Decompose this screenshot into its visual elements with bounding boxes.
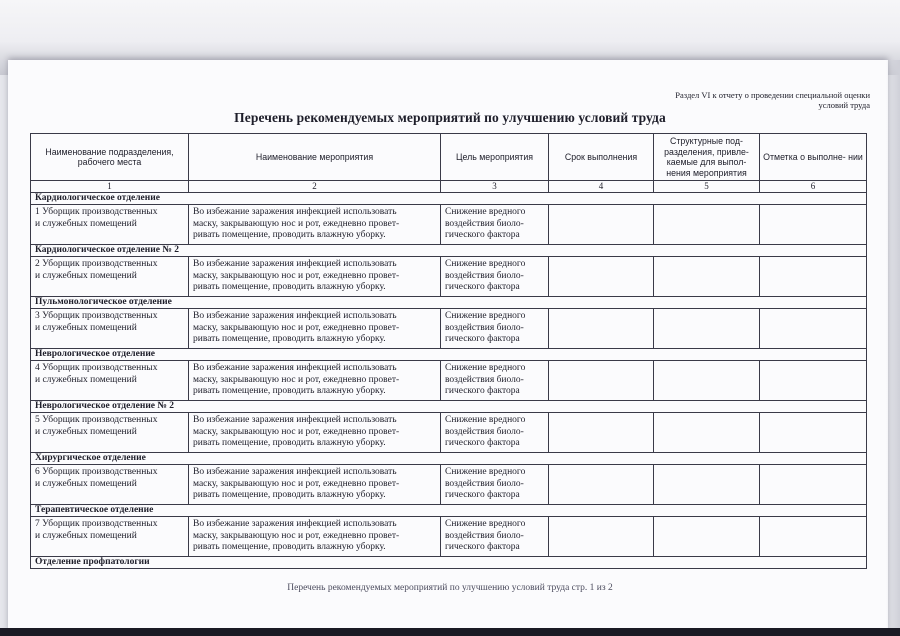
department-name: Терапевтическое отделение bbox=[31, 505, 867, 517]
cell-line: Во избежание заражения инфекцией использовать bbox=[193, 311, 397, 321]
cell-line: Снижение вредного bbox=[445, 415, 526, 425]
goal-cell bbox=[441, 309, 549, 349]
cell-line: Во избежание заражения инфекцией использовать bbox=[193, 519, 397, 529]
department-row bbox=[31, 505, 867, 517]
department-name: Кардиологическое отделение № 2 bbox=[31, 245, 867, 257]
department-name: Отделение профпатологии bbox=[31, 557, 867, 569]
department-row bbox=[31, 401, 867, 413]
cell-line: и служебных помещений bbox=[35, 374, 137, 385]
cell-line: Во избежание заражения инфекцией использовать bbox=[193, 467, 397, 477]
cell-line: Снижение вредного bbox=[445, 519, 526, 529]
goal-cell bbox=[441, 465, 549, 505]
cell-line: воздействия биоло- bbox=[445, 478, 524, 489]
table-row bbox=[31, 309, 867, 349]
cell-line: воздействия биоло- bbox=[445, 426, 524, 437]
department-name: Неврологическое отделение bbox=[31, 349, 867, 361]
department-row bbox=[31, 297, 867, 309]
completion-cell bbox=[760, 465, 867, 505]
column-numbers-row bbox=[31, 181, 867, 193]
table-row bbox=[31, 361, 867, 401]
cell-line: и служебных помещений bbox=[35, 426, 137, 437]
cell-line: ривать помещение, проводить влажную уборку. bbox=[193, 334, 386, 344]
measure-cell bbox=[189, 465, 441, 505]
page-footer: Перечень рекомендуемых мероприятий по улучшению условий труда стр. 1 из 2 bbox=[287, 583, 613, 593]
department-name: Хирургическое отделение bbox=[31, 453, 867, 465]
goal-cell bbox=[441, 517, 549, 557]
cell-line: и служебных помещений bbox=[35, 218, 137, 229]
cell-line: и служебных помещений bbox=[35, 322, 137, 333]
units-cell bbox=[654, 517, 760, 557]
cell-line: ривать помещение, проводить влажную уборку. bbox=[193, 438, 386, 448]
cell-line: воздействия биоло- bbox=[445, 374, 524, 385]
cell-line: 1 Уборщик производственных bbox=[35, 207, 158, 217]
workplace-cell bbox=[31, 257, 189, 297]
cell-line: ривать помещение, проводить влажную уборку. bbox=[193, 542, 386, 552]
measure-cell bbox=[189, 205, 441, 245]
cell-line: Снижение вредного bbox=[445, 207, 526, 217]
units-cell bbox=[654, 361, 760, 401]
cell-line: гического фактора bbox=[445, 230, 520, 240]
cell-line: 7 Уборщик производственных bbox=[35, 519, 158, 529]
cell-line: и служебных помещений bbox=[35, 530, 137, 541]
units-cell bbox=[654, 257, 760, 297]
page-edge-shadow bbox=[886, 60, 900, 632]
cell-line: ривать помещение, проводить влажную уборку. bbox=[193, 282, 386, 292]
workplace-cell bbox=[31, 205, 189, 245]
units-cell bbox=[654, 309, 760, 349]
table-row bbox=[31, 257, 867, 297]
deadline-cell bbox=[549, 517, 654, 557]
cell-line: 4 Уборщик производственных bbox=[35, 363, 158, 373]
column-number: 4 bbox=[549, 181, 654, 193]
measures-table-body bbox=[31, 134, 867, 569]
cell-line: Во избежание заражения инфекцией использовать bbox=[193, 207, 397, 217]
department-name: Пульмонологическое отделение bbox=[31, 297, 867, 309]
department-name: Кардиологическое отделение bbox=[31, 193, 867, 205]
column-number: 2 bbox=[189, 181, 441, 193]
goal-cell bbox=[441, 257, 549, 297]
measure-cell bbox=[189, 361, 441, 401]
column-header: Отметка о выполне- нии bbox=[760, 134, 867, 181]
column-header: Цель мероприятия bbox=[441, 134, 549, 181]
deadline-cell bbox=[549, 413, 654, 453]
completion-cell bbox=[760, 413, 867, 453]
department-row bbox=[31, 245, 867, 257]
table-row bbox=[31, 413, 867, 453]
table-row bbox=[31, 517, 867, 557]
measure-cell bbox=[189, 257, 441, 297]
department-row bbox=[31, 557, 867, 569]
cell-line: воздействия биоло- bbox=[445, 270, 524, 281]
cell-line: воздействия биоло- bbox=[445, 218, 524, 229]
cell-line: ривать помещение, проводить влажную уборку. bbox=[193, 490, 386, 500]
document-title: Перечень рекомендуемых мероприятий по улучшению условий труда bbox=[234, 110, 666, 125]
cell-line: гического фактора bbox=[445, 282, 520, 292]
goal-cell bbox=[441, 361, 549, 401]
cell-line: Снижение вредного bbox=[445, 311, 526, 321]
goal-cell bbox=[441, 205, 549, 245]
completion-cell bbox=[760, 517, 867, 557]
units-cell bbox=[654, 205, 760, 245]
cell-line: воздействия биоло- bbox=[445, 530, 524, 541]
column-header: Структурные под- разделения, привле- каемые для выпол- нения мероприятия bbox=[654, 134, 760, 181]
completion-cell bbox=[760, 257, 867, 297]
cell-line: Во избежание заражения инфекцией использовать bbox=[193, 259, 397, 269]
cell-line: и служебных помещений bbox=[35, 478, 137, 489]
department-row bbox=[31, 453, 867, 465]
department-name: Неврологическое отделение № 2 bbox=[31, 401, 867, 413]
cell-line: Снижение вредного bbox=[445, 467, 526, 477]
section-note: Раздел VI к отчету о проведении специальной оценки условий труда bbox=[675, 90, 870, 110]
cell-line: Во избежание заражения инфекцией использовать bbox=[193, 415, 397, 425]
column-header: Наименование мероприятия bbox=[189, 134, 441, 181]
column-number: 3 bbox=[441, 181, 549, 193]
measure-cell bbox=[189, 309, 441, 349]
measure-cell bbox=[189, 413, 441, 453]
workplace-cell bbox=[31, 517, 189, 557]
deadline-cell bbox=[549, 257, 654, 297]
cell-line: маску, закрывающую нос и рот, ежедневно провет- bbox=[193, 322, 400, 333]
cell-line: воздействия биоло- bbox=[445, 322, 524, 333]
cell-line: гического фактора bbox=[445, 334, 520, 344]
completion-cell bbox=[760, 361, 867, 401]
workplace-cell bbox=[31, 361, 189, 401]
deadline-cell bbox=[549, 205, 654, 245]
column-header: Срок выполнения bbox=[549, 134, 654, 181]
cell-line: Снижение вредного bbox=[445, 363, 526, 373]
cell-line: 6 Уборщик производственных bbox=[35, 467, 158, 477]
cell-line: Во избежание заражения инфекцией использовать bbox=[193, 363, 397, 373]
cell-line: гического фактора bbox=[445, 542, 520, 552]
workplace-cell bbox=[31, 465, 189, 505]
table-header-row bbox=[31, 134, 867, 181]
cell-line: 5 Уборщик производственных bbox=[35, 415, 158, 425]
units-cell bbox=[654, 465, 760, 505]
completion-cell bbox=[760, 205, 867, 245]
cell-line: маску, закрывающую нос и рот, ежедневно провет- bbox=[193, 530, 400, 541]
cell-line: Снижение вредного bbox=[445, 259, 526, 269]
measure-cell bbox=[189, 517, 441, 557]
deadline-cell bbox=[549, 309, 654, 349]
workplace-cell bbox=[31, 309, 189, 349]
department-row bbox=[31, 349, 867, 361]
cell-line: гического фактора bbox=[445, 386, 520, 396]
units-cell bbox=[654, 413, 760, 453]
cell-line: маску, закрывающую нос и рот, ежедневно провет- bbox=[193, 426, 400, 437]
cell-line: 3 Уборщик производственных bbox=[35, 311, 158, 321]
table-row bbox=[31, 205, 867, 245]
cell-line: 2 Уборщик производственных bbox=[35, 259, 158, 269]
cell-line: маску, закрывающую нос и рот, ежедневно провет- bbox=[193, 478, 400, 489]
cell-line: маску, закрывающую нос и рот, ежедневно провет- bbox=[193, 270, 400, 281]
deadline-cell bbox=[549, 361, 654, 401]
column-number: 6 bbox=[760, 181, 867, 193]
scan-bottom-edge bbox=[0, 628, 900, 636]
goal-cell bbox=[441, 413, 549, 453]
completion-cell bbox=[760, 309, 867, 349]
department-row bbox=[31, 193, 867, 205]
cell-line: гического фактора bbox=[445, 438, 520, 448]
deadline-cell bbox=[549, 465, 654, 505]
table-row bbox=[31, 465, 867, 505]
workplace-cell bbox=[31, 413, 189, 453]
cell-line: маску, закрывающую нос и рот, ежедневно провет- bbox=[193, 374, 400, 385]
cell-line: гического фактора bbox=[445, 490, 520, 500]
measures-table bbox=[30, 133, 867, 569]
cell-line: маску, закрывающую нос и рот, ежедневно провет- bbox=[193, 218, 400, 229]
column-number: 5 bbox=[654, 181, 760, 193]
column-header: Наименование подразделения, рабочего места bbox=[31, 134, 189, 181]
cell-line: ривать помещение, проводить влажную уборку. bbox=[193, 230, 386, 240]
cell-line: и служебных помещений bbox=[35, 270, 137, 281]
column-number: 1 bbox=[31, 181, 189, 193]
cell-line: ривать помещение, проводить влажную уборку. bbox=[193, 386, 386, 396]
